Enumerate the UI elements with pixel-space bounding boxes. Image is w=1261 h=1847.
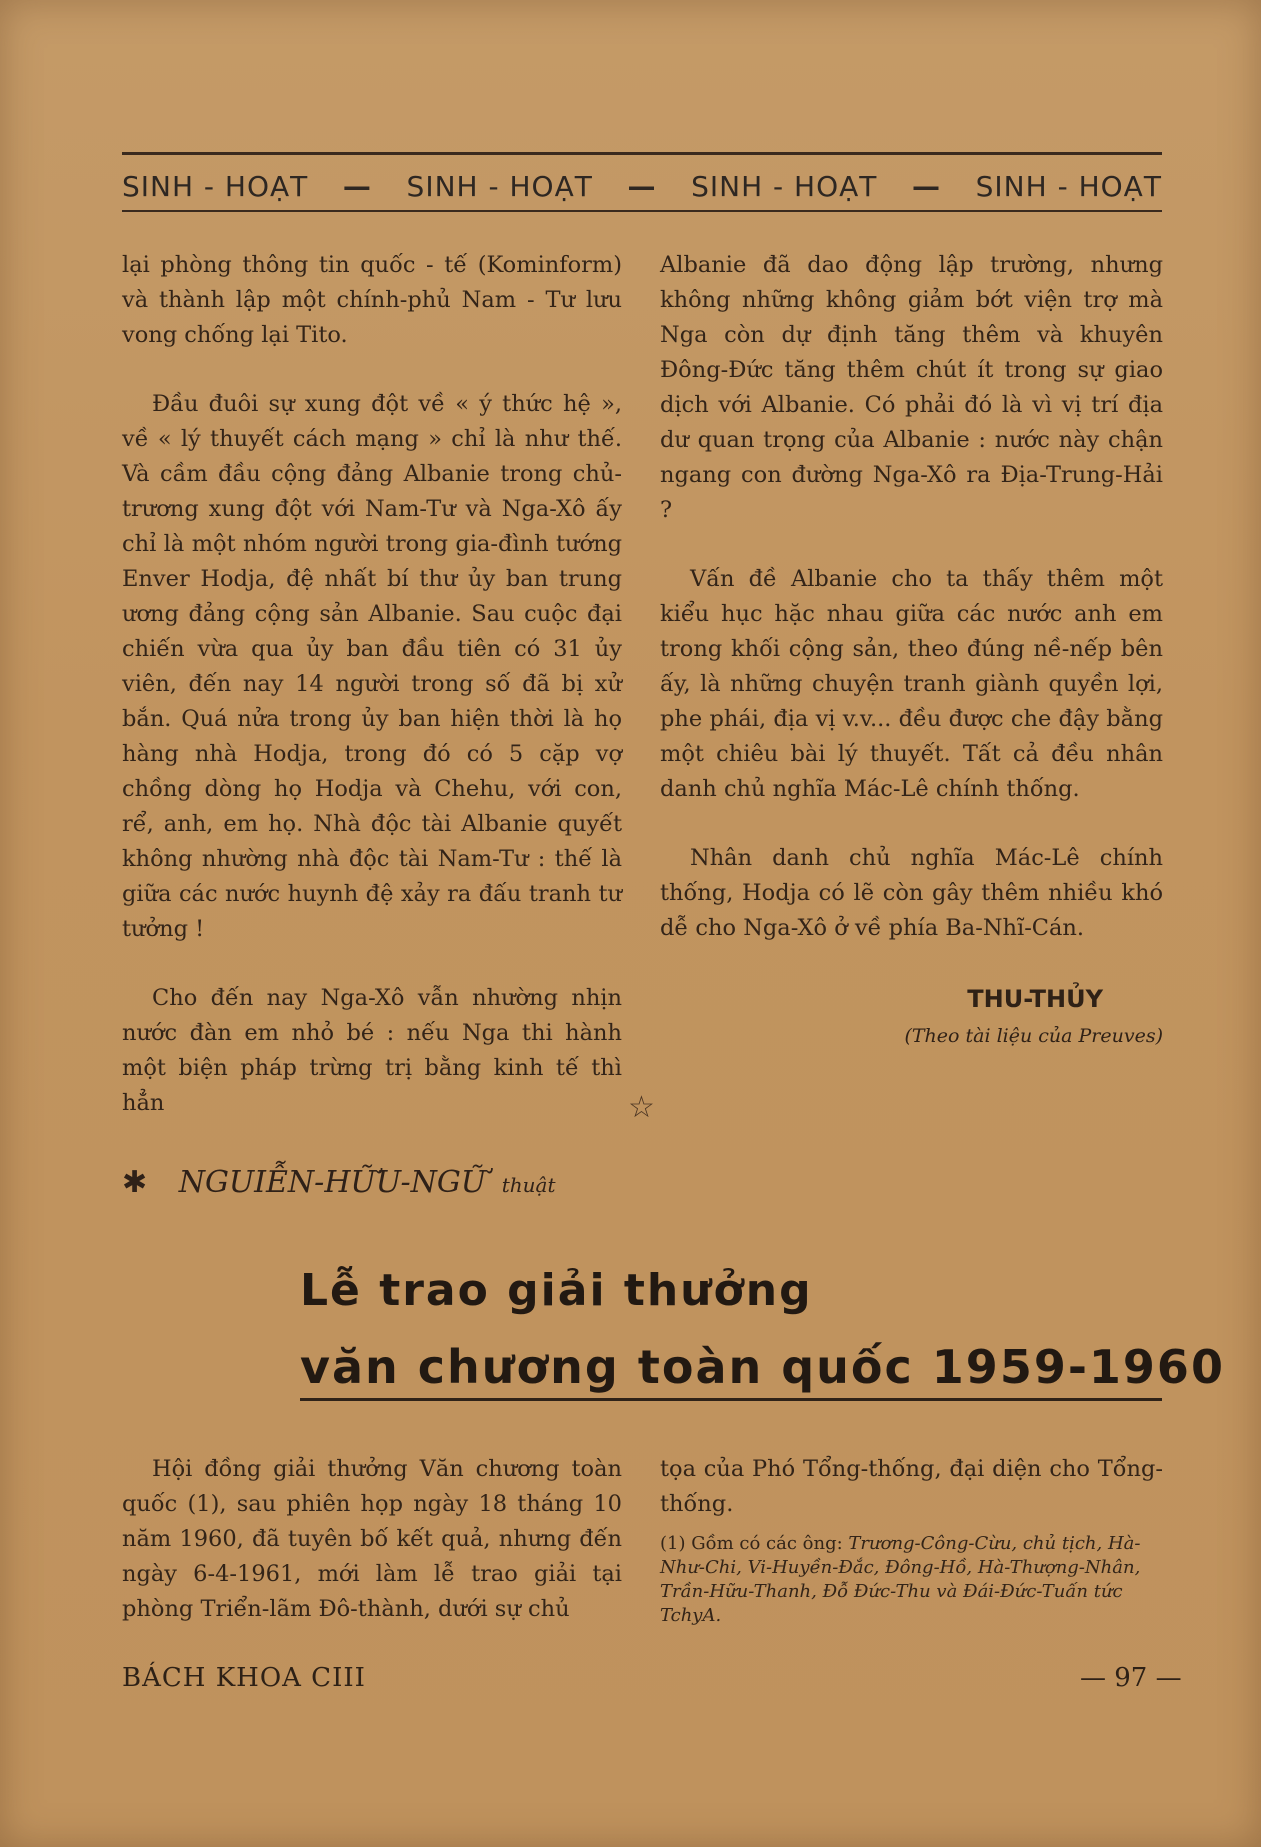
banner-item: SINH - HOẠT [122, 169, 309, 203]
footnote-prefix: (1) Gồm có các ông: [660, 1533, 843, 1554]
article2-right-column [660, 1452, 1163, 1628]
banner-separator: — [912, 169, 942, 203]
paragraph: Hội đồng giải thưởng Văn chương toàn quốc (1), sau phiên họp ngày 18 tháng 10 năm 1960, đã tuyên bố kết quả, nhưng đến ngày 6-4-1961, mới làm lễ trao giải tại phòng Triển-lãm Đô-thành, dưới sự chủ [122, 1456, 622, 1622]
source-note: (Theo tài liệu của Preuves) [904, 1025, 1163, 1047]
banner-item: SINH - HOẠT [691, 169, 878, 203]
article1-right-column [660, 248, 1163, 980]
paragraph: lại phòng thông tin quốc - tế (Kominform) và thành lập một chính-phủ Nam - Tư lưu vong chống lại Tito. [122, 252, 622, 348]
banner-separator: — [342, 169, 372, 203]
paragraph: Vấn đề Albanie cho ta thấy thêm một kiểu hục hặc nhau giữa các nước anh em trong khối cộng sản, theo đúng nề-nếp bên ấy, là những chuyện tranh giành quyền lợi, phe phái, địa vị v.v... đều được che đậy bằng một chiêu bài lý thuyết. Tất cả đều nhân danh chủ nghĩa Mác-Lê chính thống. [660, 566, 1163, 802]
author-name: THU-THỦY [967, 985, 1103, 1013]
paragraph: Đầu đuôi sự xung đột về « ý thức hệ », về « lý thuyết cách mạng » chỉ là như thế. Và cầm đầu cộng đảng Albanie trong chủ-trương xung đột với Nam-Tư và Nga-Xô ấy chỉ là một nhóm người trong gia-đình tướng Enver Hodja, đệ nhất bí thư ủy ban trung ương đảng cộng sản Albanie. Sau cuộc đại chiến vừa qua ủy ban đầu tiên có 31 ủy viên, đến nay 14 người trong số đã bị xử bắn. Quá nửa trong ủy ban hiện thời là họ hàng nhà Hodja, trong đó có 5 cặp vợ chồng dòng họ Hodja và Chehu, với con, rể, anh, em họ. Nhà độc tài Albanie quyết không nhường nhà độc tài Nam-Tư : thế là giữa các nước huynh đệ xảy ra đấu tranh tư tưởng ! [122, 391, 622, 942]
byline-suffix: thuật [501, 1173, 556, 1197]
banner-item: SINH - HOẠT [406, 169, 593, 203]
publication-name: BÁCH KHOA CIII [122, 1663, 366, 1693]
star-divider-icon: ☆ [628, 1090, 655, 1125]
byline-author: NGUIỄN-HỮU-NGỮ [178, 1165, 487, 1200]
asterisk-icon: ✱ [122, 1165, 148, 1200]
footnote-names: Trương-Công-Cừu, chủ tịch, Hà-Như-Chi, Vi-Huyền-Đắc, Đông-Hồ, Hà-Thượng-Nhân, Trần-Hữu-Thanh, Đỗ Đức-Thu và Đái-Đức-Tuấn tức TchyA. [660, 1533, 1141, 1626]
paragraph: Cho đến nay Nga-Xô vẫn nhường nhịn nước đàn em nhỏ bé : nếu Nga thi hành một biện pháp trừng trị bằng kinh tế thì hẳn [122, 985, 622, 1116]
page-number: — 97 — [1080, 1663, 1182, 1693]
paragraph: tọa của Phó Tổng-thống, đại diện cho Tổng-thống. [660, 1456, 1163, 1517]
banner-bottom-rule [122, 210, 1162, 212]
article2-left-column [122, 1452, 622, 1661]
banner-separator: — [627, 169, 657, 203]
paragraph: Albanie đã dao động lập trường, nhưng không những không giảm bớt viện trợ mà Nga còn dự định tăng thêm và khuyên Đông-Đức tăng thêm chút ít trong sự giao dịch với Albanie. Có phải đó là vì vị trí địa dư quan trọng của Albanie : nước này chận ngang con đường Nga-Xô ra Địa-Trung-Hải ? [660, 252, 1163, 523]
article1-signature [660, 985, 1163, 1047]
article2-title-line2: văn chương toàn quốc 1959-1960 [300, 1340, 1225, 1394]
article2-title-line1: Lễ trao giải thưởng [300, 1265, 813, 1316]
section-banner [122, 166, 1162, 206]
article2-byline [122, 1165, 555, 1200]
paragraph: Nhân danh chủ nghĩa Mác-Lê chính thống, Hodja có lẽ còn gây thêm nhiều khó dễ cho Nga-Xô ở về phía Ba-Nhĩ-Cán. [660, 845, 1163, 941]
banner-top-rule [122, 152, 1162, 155]
footnote [660, 1532, 1163, 1628]
article1-left-column [122, 248, 622, 1155]
banner-item: SINH - HOẠT [975, 169, 1162, 203]
title-underline [300, 1398, 1162, 1401]
